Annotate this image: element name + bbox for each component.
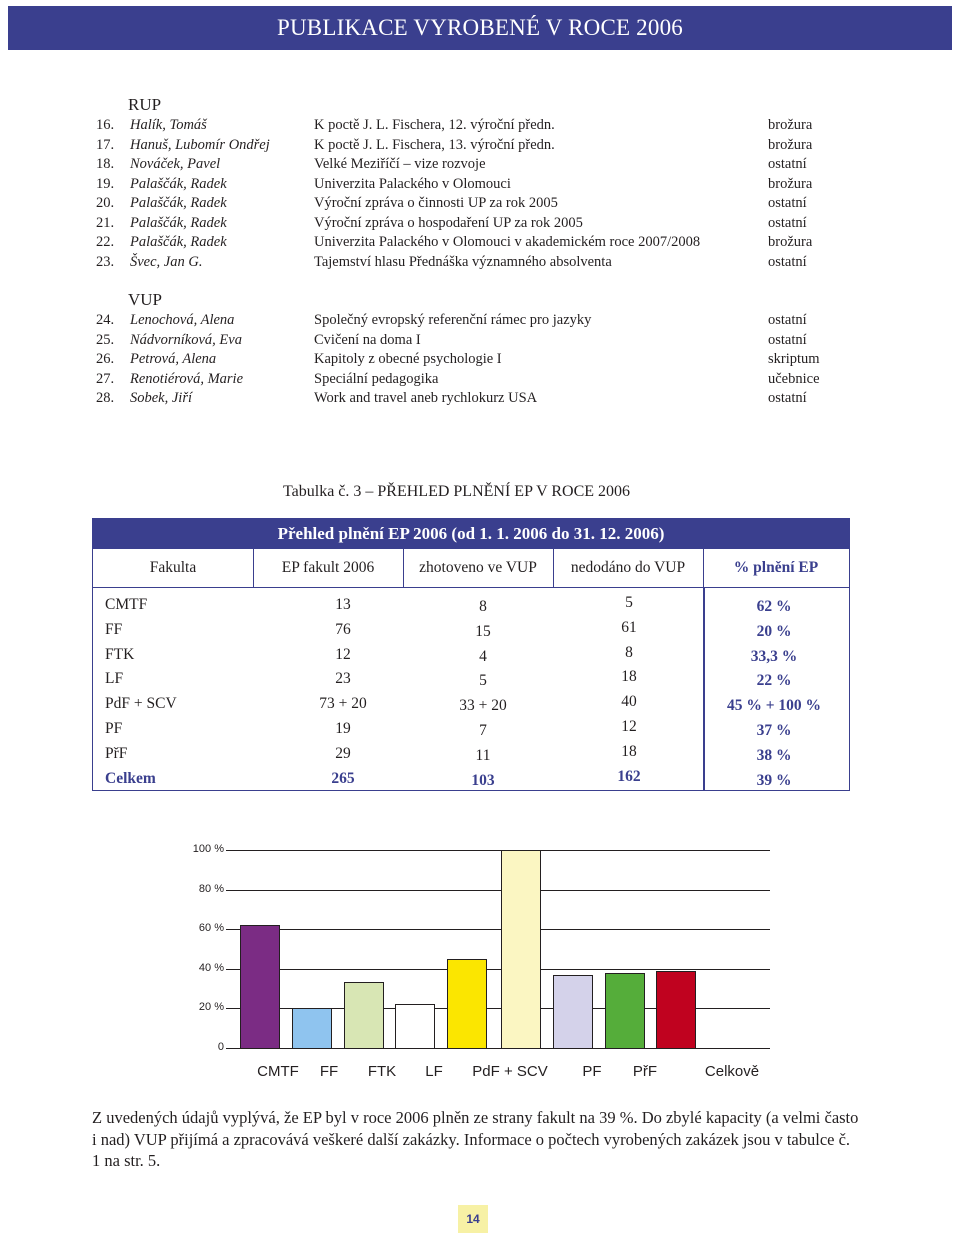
- col-header-nedodano: nedodáno do VUP: [570, 559, 686, 576]
- cell-ep: 13: [335, 596, 351, 613]
- cell-pct: 62 %: [756, 598, 792, 615]
- cell-ep: 19: [335, 720, 351, 737]
- ep-table: [92, 518, 850, 791]
- publication-author: Palaščák, Radek: [130, 175, 227, 192]
- x-category-label: PřF: [632, 1063, 658, 1080]
- table-row: [93, 691, 849, 716]
- publication-number: 26.: [96, 351, 115, 367]
- publication-type: skriptum: [768, 351, 820, 367]
- publication-title: Work and travel aneb rychlokurz USA: [314, 390, 538, 406]
- publication-number: 28.: [96, 390, 115, 406]
- table-row: [93, 642, 849, 667]
- publication-row: [0, 116, 960, 135]
- bar-lf: [395, 1004, 435, 1049]
- publication-author: Lenochová, Alena: [130, 312, 235, 328]
- cell-nedodano: 18: [621, 742, 637, 760]
- gridline: [226, 969, 770, 970]
- publication-author: Renotiérová, Marie: [130, 370, 244, 387]
- col-header-ep: EP fakult 2006: [281, 559, 375, 576]
- gridline: [226, 890, 770, 891]
- cell-pct: 37 %: [756, 722, 792, 739]
- cell-ep: 29: [335, 744, 351, 762]
- bar-ftk: [344, 982, 384, 1049]
- x-category-label: PdF + SCV: [472, 1063, 548, 1080]
- publication-type: brožura: [768, 234, 813, 250]
- table-header-row: [93, 549, 849, 588]
- bar-ff: [292, 1008, 332, 1049]
- publication-author: Palaščák, Radek: [130, 195, 227, 211]
- publication-row: [0, 194, 960, 213]
- publication-type: učebnice: [768, 370, 820, 387]
- x-category-label: PF: [582, 1063, 602, 1080]
- cell-ep: 73 + 20: [319, 695, 367, 713]
- publication-row: [0, 136, 960, 155]
- gridline: [226, 850, 770, 851]
- publication-title: Kapitoly z obecné psychologie I: [314, 351, 502, 367]
- publication-title: K poctě J. L. Fischera, 12. výroční předn.: [314, 117, 555, 133]
- cell-pct: 33,3 %: [750, 647, 798, 665]
- publication-title: Výroční zpráva o hospodaření UP za rok 2005: [314, 214, 583, 231]
- publication-author: Nováček, Pavel: [130, 156, 221, 172]
- y-tick-label: 0: [217, 1041, 224, 1053]
- publication-title: K poctě J. L. Fischera, 13. výroční předn.: [314, 136, 555, 153]
- section-heading-rup: RUP: [128, 95, 162, 114]
- y-tick-label: 60 %: [198, 922, 224, 935]
- y-tick-label: 80 %: [198, 882, 224, 895]
- cell-nedodano: 61: [621, 618, 637, 636]
- publication-number: 17.: [96, 136, 115, 153]
- publication-row: [0, 370, 960, 389]
- cell-nedodano: 18: [621, 668, 637, 686]
- summary-paragraph: Z uvedených údajů vyplývá, že EP byl v roce 2006 plněn ze strany fakult na 39 %. Do zbylé kapacity (a velmi často i nad) VUP přijímá a zpracovává veškeré další zakázky. Informace o počtech vyrobených zakázek jsou v tabulce č. 1 na str. 5.: [92, 1108, 859, 1170]
- col-header-pct: % plnění EP: [733, 559, 819, 576]
- bar-scv: [501, 850, 541, 1049]
- cell-fakulta: PdF + SCV: [105, 695, 177, 713]
- cell-zhotoveno: 33 + 20: [459, 697, 507, 715]
- cell-pct: 20 %: [756, 622, 792, 640]
- cell-nedodano: 5: [625, 594, 633, 611]
- cell-nedodano: 12: [621, 718, 637, 735]
- publication-author: Palaščák, Radek: [130, 234, 227, 250]
- publication-type: ostatní: [768, 331, 807, 348]
- bar-přf: [605, 973, 645, 1049]
- publication-row: [0, 175, 960, 194]
- publication-author: Sobek, Jiří: [130, 390, 193, 406]
- publication-number: 18.: [96, 156, 115, 172]
- publication-number: 20.: [96, 195, 115, 211]
- publication-type: ostatní: [768, 390, 807, 406]
- publication-row: [0, 155, 960, 174]
- publication-type: brožura: [768, 175, 813, 192]
- publication-title: Cvičení na doma I: [314, 331, 421, 348]
- publication-row: [0, 311, 960, 330]
- cell-fakulta: FTK: [105, 645, 135, 663]
- publication-title: Výroční zpráva o činnosti UP za rok 2005: [314, 195, 558, 211]
- publication-number: 23.: [96, 253, 115, 270]
- page-number: 14: [466, 1212, 480, 1226]
- y-tick-label: 100 %: [192, 843, 224, 855]
- cell-zhotoveno: 7: [479, 722, 487, 739]
- page-title: PUBLIKACE VYROBENÉ V ROCE 2006: [277, 15, 683, 40]
- cell-fakulta: Celkem: [105, 769, 156, 787]
- y-tick-label: 40 %: [198, 961, 224, 974]
- cell-ep: 265: [331, 769, 355, 787]
- publication-type: brožura: [768, 117, 813, 133]
- publication-author: Halík, Tomáš: [130, 117, 207, 133]
- publication-type: ostatní: [768, 156, 807, 172]
- publication-number: 19.: [96, 175, 115, 192]
- table-title: Přehled plnění EP 2006 (od 1. 1. 2006 do 31. 12. 2006): [93, 519, 849, 549]
- bar-cmtf: [240, 925, 280, 1049]
- bar-pf: [553, 975, 593, 1049]
- y-tick-label: 20 %: [198, 1001, 224, 1014]
- cell-ep: 23: [335, 670, 351, 688]
- publication-author: Palaščák, Radek: [130, 214, 227, 231]
- col-header-fakulta: Fakulta: [149, 559, 197, 576]
- cell-fakulta: FF: [105, 620, 123, 638]
- publication-title: Velké Meziříčí – vize rozvoje: [314, 156, 486, 172]
- publication-row: [0, 389, 960, 408]
- publication-number: 25.: [96, 331, 115, 348]
- publication-row: [0, 233, 960, 252]
- publication-type: ostatní: [768, 312, 807, 328]
- section-heading-vup: VUP: [128, 290, 163, 309]
- cell-ep: 12: [335, 645, 351, 663]
- publication-title: Společný evropský referenční rámec pro jazyky: [314, 312, 592, 328]
- gridline: [226, 929, 770, 930]
- cell-nedodano: 162: [617, 767, 641, 785]
- table-total-row: [93, 766, 849, 791]
- publication-author: Petrová, Alena: [130, 351, 217, 367]
- publication-row: [0, 253, 960, 272]
- publication-title: Tajemství hlasu Přednáška významného absolventa: [314, 253, 612, 270]
- cell-zhotoveno: 8: [479, 598, 487, 615]
- cell-pct: 39 %: [756, 771, 792, 789]
- ep-bar-chart: [180, 835, 800, 1095]
- publication-row: [0, 350, 960, 369]
- publication-number: 21.: [96, 214, 115, 231]
- publication-number: 27.: [96, 370, 115, 387]
- cell-nedodano: 8: [625, 643, 633, 661]
- publication-type: brožura: [768, 136, 813, 153]
- x-category-label: LF: [425, 1063, 443, 1080]
- cell-pct: 22 %: [756, 672, 792, 690]
- publication-row: [0, 214, 960, 233]
- table-caption: Tabulka č. 3 – PŘEHLED PLNĚNÍ EP V ROCE 2006: [283, 483, 631, 500]
- table-row: [93, 592, 849, 617]
- publication-number: 16.: [96, 117, 115, 133]
- table-row: [93, 617, 849, 642]
- cell-zhotoveno: 5: [479, 672, 487, 690]
- cell-fakulta: LF: [105, 670, 124, 688]
- publication-type: ostatní: [768, 195, 807, 211]
- cell-zhotoveno: 15: [475, 622, 491, 640]
- cell-fakulta: PřF: [105, 744, 128, 762]
- publication-type: ostatní: [768, 214, 807, 231]
- x-category-label: Celkově: [704, 1063, 760, 1080]
- cell-fakulta: PF: [105, 720, 123, 737]
- cell-nedodano: 40: [621, 693, 637, 711]
- cell-zhotoveno: 11: [475, 746, 491, 764]
- cell-zhotoveno: 103: [471, 771, 495, 789]
- publication-type: ostatní: [768, 253, 807, 270]
- x-category-label: FF: [319, 1063, 339, 1080]
- publication-number: 22.: [96, 234, 115, 250]
- bar-pdf: [447, 959, 487, 1049]
- publication-title: Univerzita Palackého v Olomouci v akademickém roce 2007/2008: [314, 234, 701, 250]
- publication-row: [0, 331, 960, 350]
- cell-zhotoveno: 4: [479, 647, 487, 665]
- cell-fakulta: CMTF: [105, 596, 148, 613]
- table-row: [93, 741, 849, 766]
- publication-title: Univerzita Palackého v Olomouci: [314, 175, 511, 192]
- cell-ep: 76: [335, 620, 351, 638]
- cell-pct: 38 %: [756, 746, 792, 764]
- publication-author: Nádvorníková, Eva: [130, 331, 242, 348]
- cell-pct: 45 % + 100 %: [726, 697, 822, 715]
- publication-author: Švec, Jan G.: [130, 253, 203, 270]
- bar-celkově: [656, 971, 696, 1049]
- publication-number: 24.: [96, 312, 115, 328]
- table-row: [93, 666, 849, 691]
- publication-title: Speciální pedagogika: [314, 370, 439, 387]
- table-row: [93, 716, 849, 741]
- col-header-zhotoveno: zhotoveno ve VUP: [419, 559, 537, 576]
- x-category-label: FTK: [367, 1063, 397, 1080]
- x-category-label: CMTF: [257, 1063, 299, 1080]
- publication-author: Hanuš, Lubomír Ondřej: [130, 136, 270, 153]
